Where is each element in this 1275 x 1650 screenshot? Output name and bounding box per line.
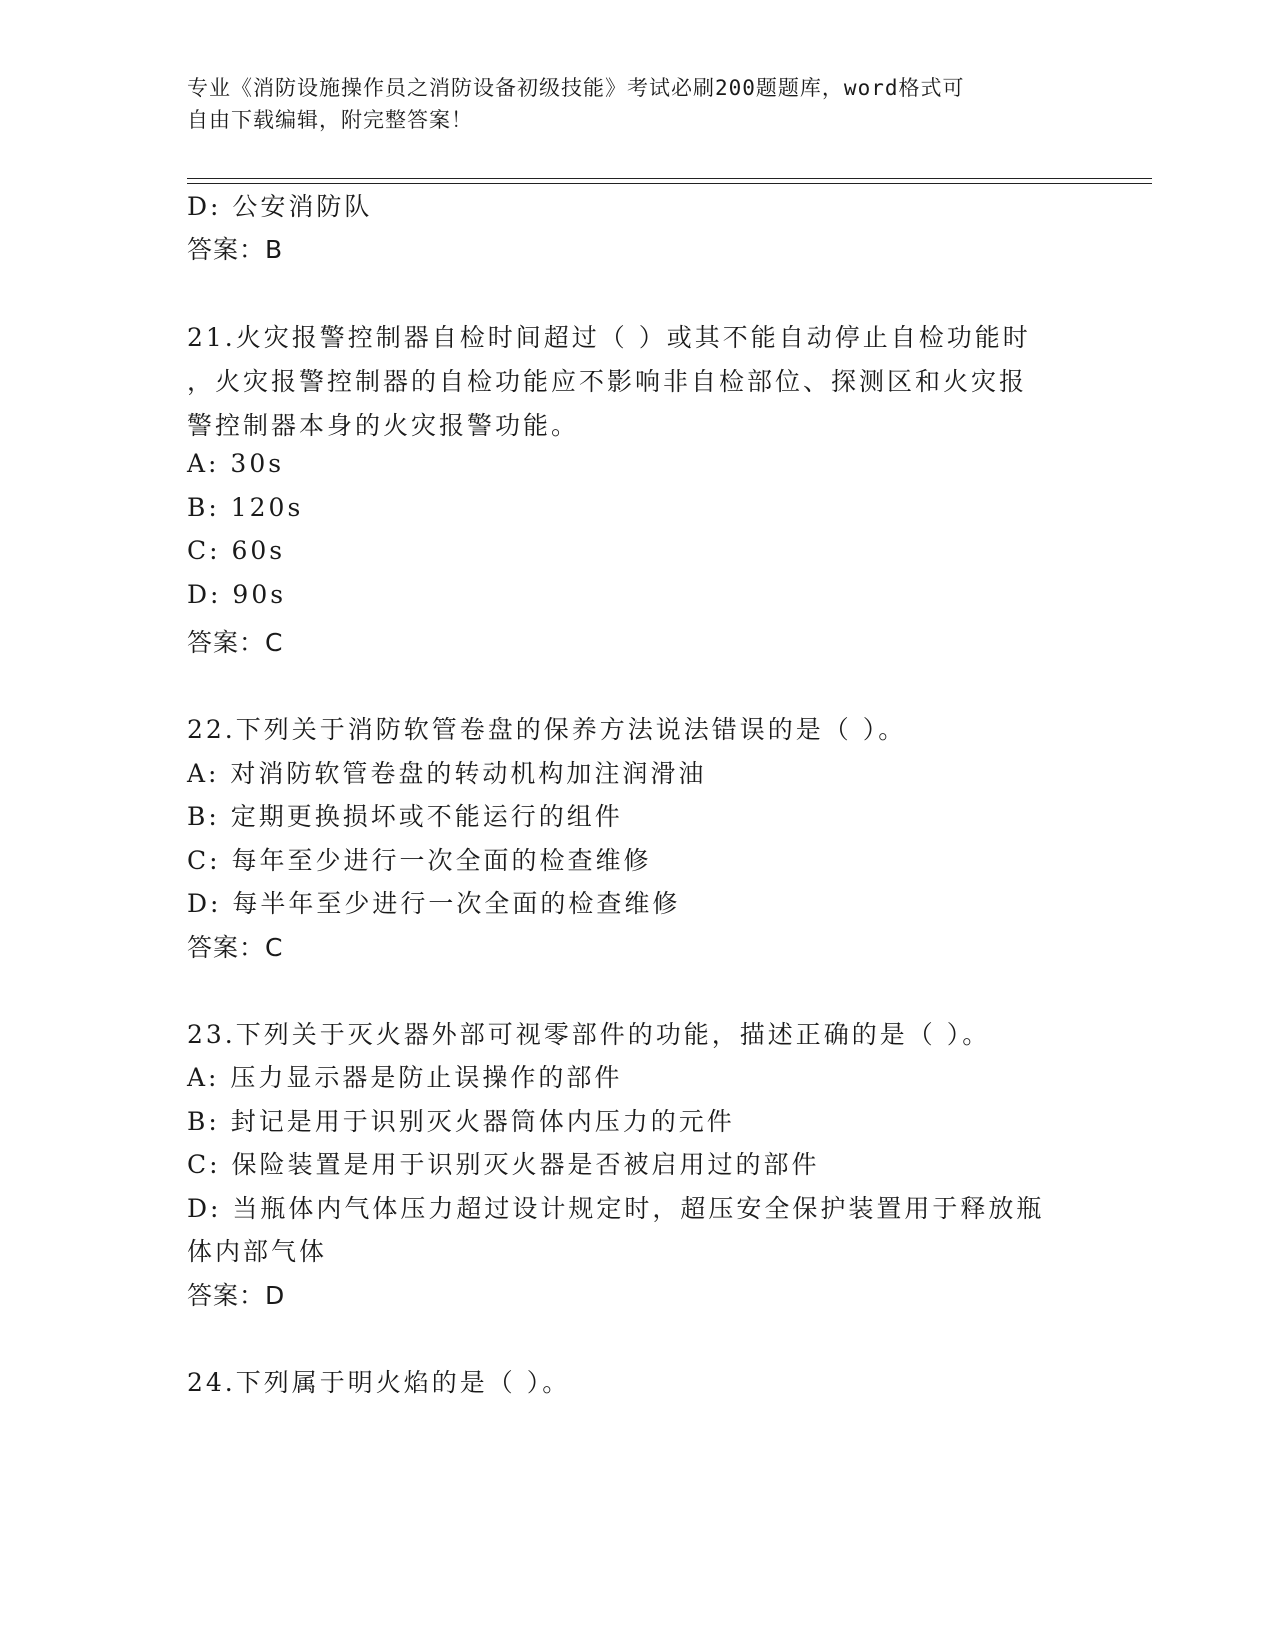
q23-option-b: B: 封记是用于识别灭火器筒体内压力的元件: [187, 1107, 735, 1136]
page-header: [187, 72, 1067, 136]
q22-option-a: A: 对消防软管卷盘的转动机构加注润滑油: [187, 759, 707, 788]
q21-option-d: D: 90s: [187, 580, 287, 609]
q21-option-b: B: 120s: [187, 493, 304, 522]
header-title-line-1: 专业《消防设施操作员之消防设备初级技能》考试必刷200题题库，word格式可: [187, 76, 965, 100]
q23-stem: 23.下列关于灭火器外部可视零部件的功能，描述正确的是（ ）。: [187, 1020, 991, 1049]
q22-answer: 答案：C: [187, 933, 284, 962]
header-title-line-2: 自由下载编辑，附完整答案！: [187, 108, 473, 132]
q23-option-d-line-1: D: 当瓶体内气体压力超过设计规定时，超压安全保护装置用于释放瓶: [187, 1194, 1045, 1223]
q23-option-a: A: 压力显示器是防止误操作的部件: [187, 1063, 623, 1092]
q21-answer: 答案：C: [187, 628, 284, 657]
q23-answer: 答案：D: [187, 1281, 286, 1310]
q22-option-b: B: 定期更换损坏或不能运行的组件: [187, 802, 623, 831]
q22-option-d: D: 每半年至少进行一次全面的检查维修: [187, 889, 681, 918]
q21-stem-line-2: ，火灾报警控制器的自检功能应不影响非自检部位、探测区和火灾报: [187, 367, 1028, 396]
prev-option-d: D: 公安消防队: [187, 192, 373, 221]
header-divider-bottom: [187, 183, 1152, 184]
prev-answer: 答案：B: [187, 235, 284, 264]
header-divider-top: [187, 178, 1152, 179]
q23-option-d-line-2: 体内部气体: [187, 1237, 328, 1266]
q22-option-c: C: 每年至少进行一次全面的检查维修: [187, 846, 652, 875]
q21-option-c: C: 60s: [187, 536, 286, 565]
q21-stem-line-3: 警控制器本身的火灾报警功能。: [187, 411, 580, 440]
q21-option-a: A: 30s: [187, 449, 285, 478]
q22-stem: 22.下列关于消防软管卷盘的保养方法说法错误的是（ ）。: [187, 715, 907, 744]
q23-option-c: C: 保险装置是用于识别灭火器是否被启用过的部件: [187, 1150, 820, 1179]
q24-stem: 24.下列属于明火焰的是（ ）。: [187, 1368, 571, 1397]
q21-stem-line-1: 21.火灾报警控制器自检时间超过（ ）或其不能自动停止自检功能时: [187, 323, 1031, 352]
